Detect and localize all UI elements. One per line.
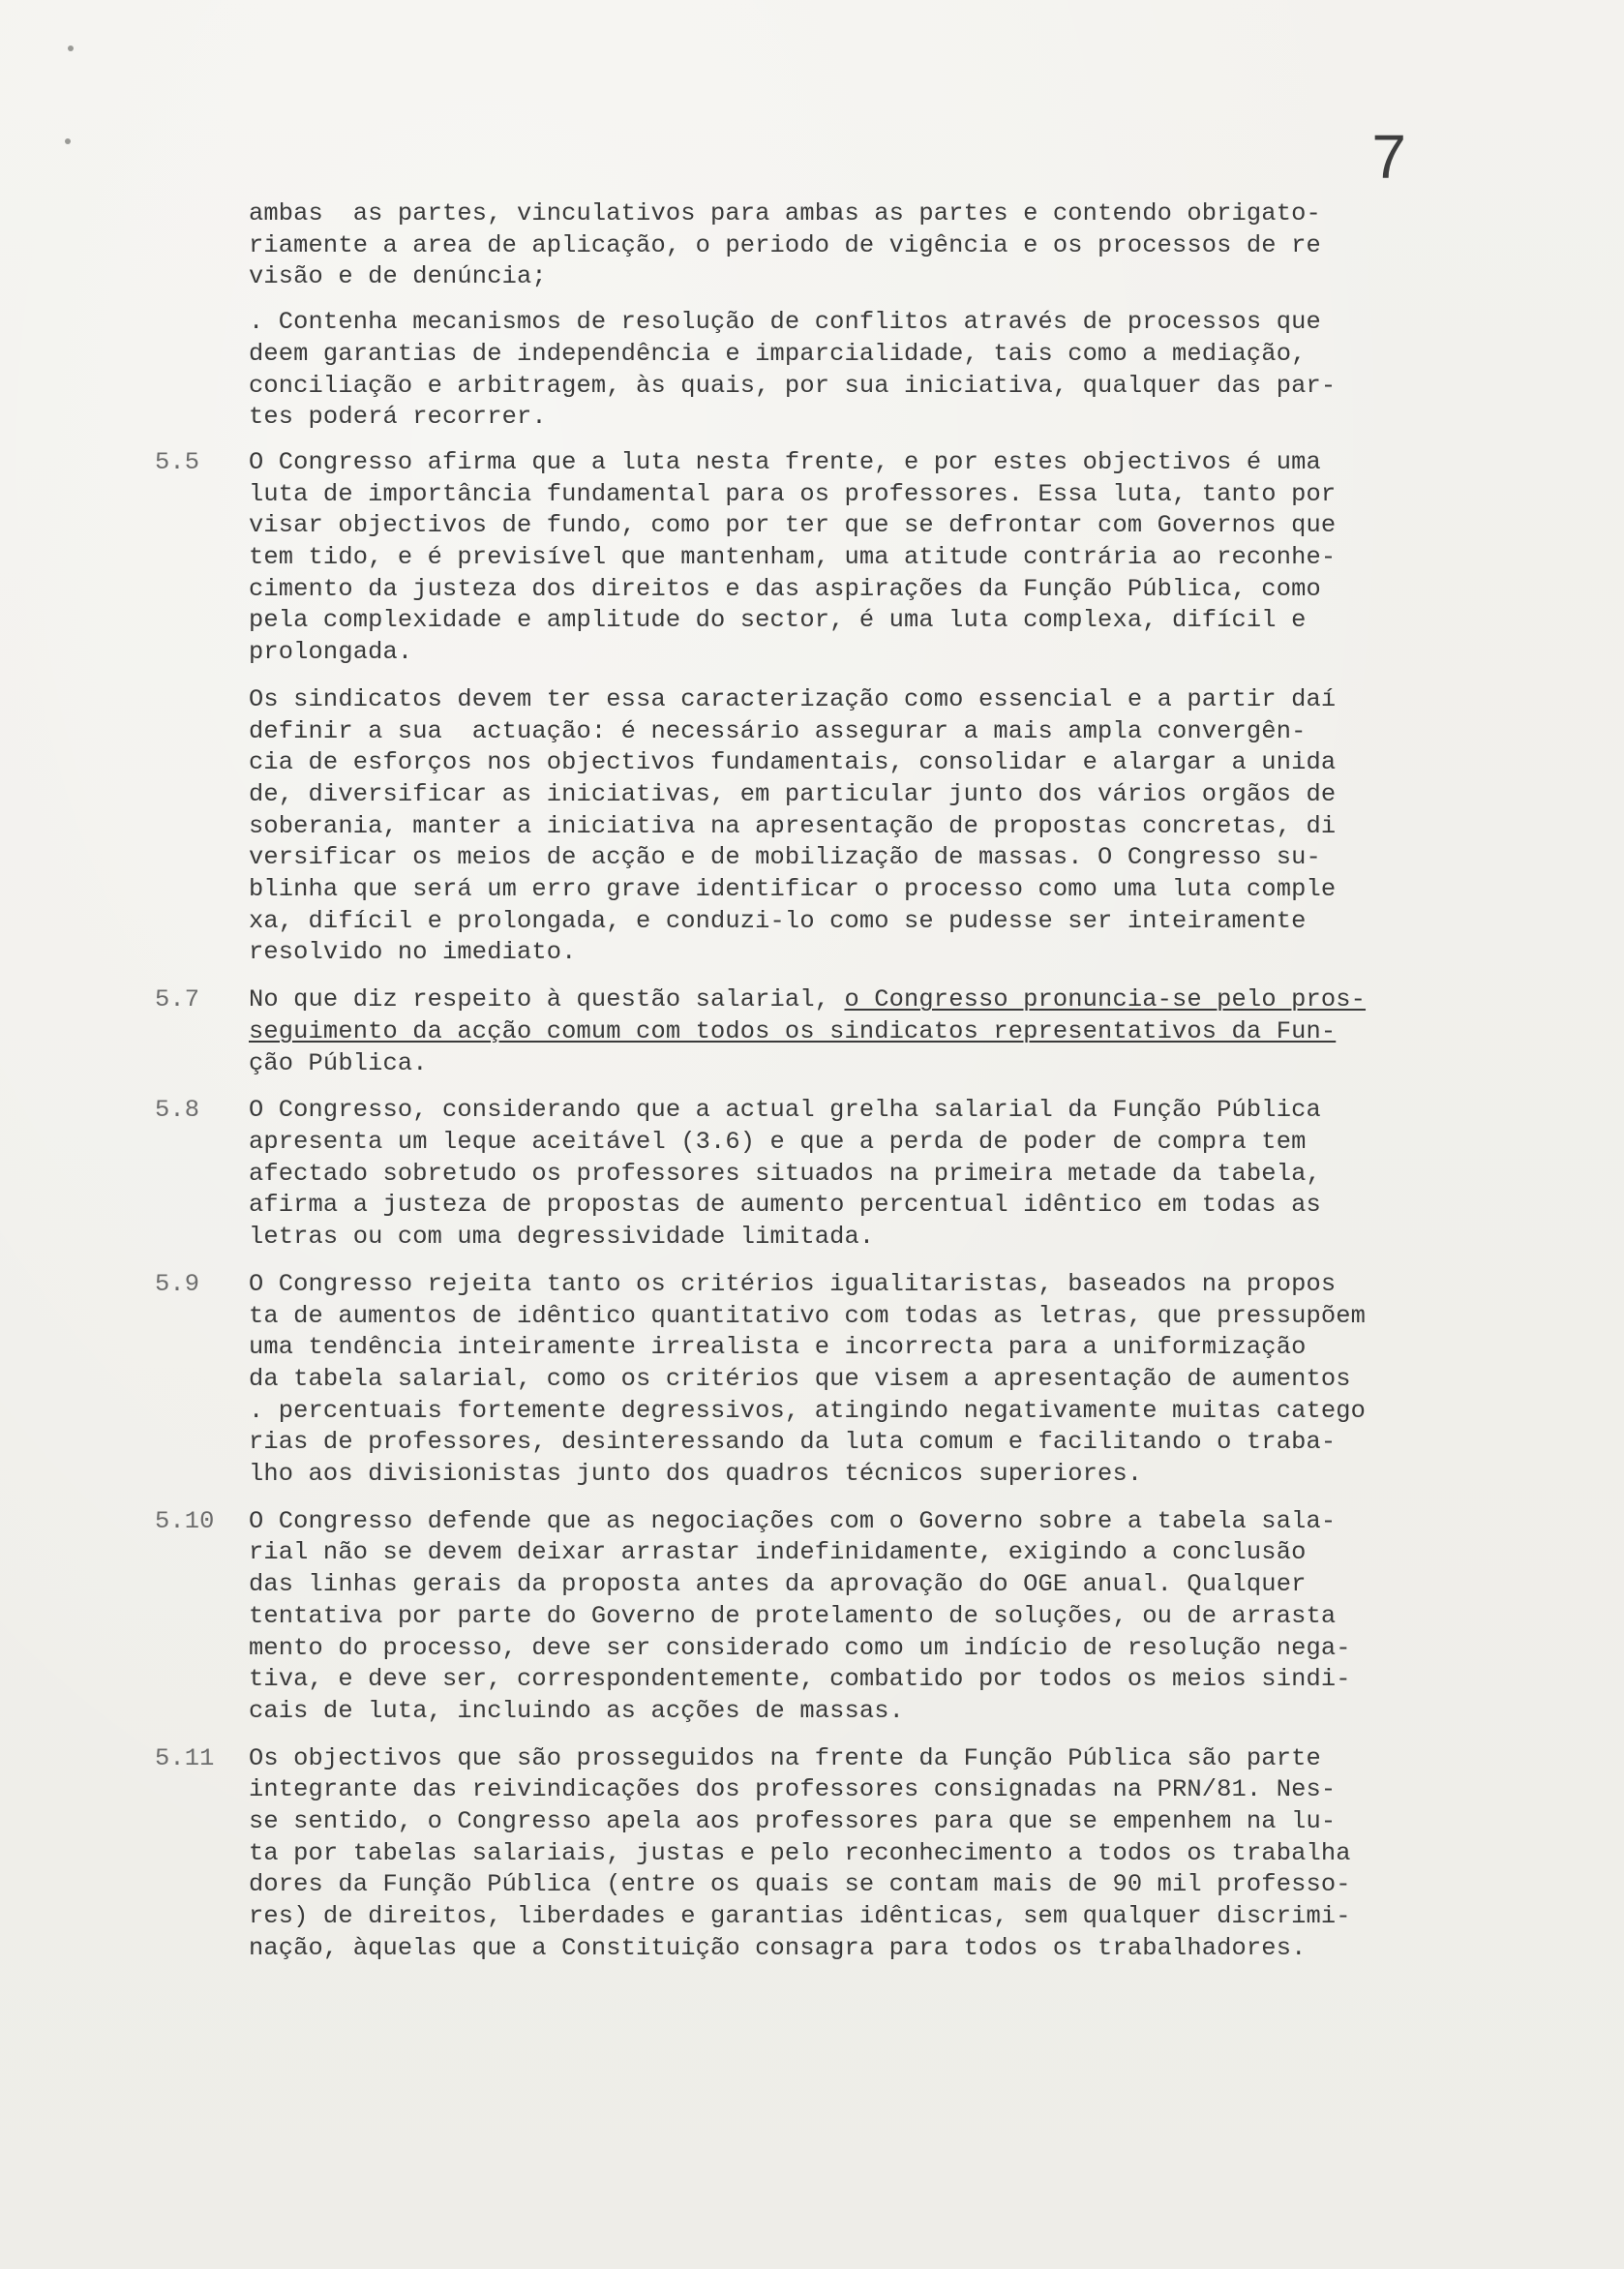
paragraph-5-8 <box>155 1095 1457 1254</box>
text-line: rial não se devem deixar arrastar indefinidamente, exigindo a conclusão <box>249 1538 1307 1567</box>
text-line: cia de esforços nos objectivos fundamentais, consolidar e alargar a unida <box>249 748 1337 777</box>
text-line: nação, àquelas que a Constituição consagra para todos os trabalhadores. <box>249 1933 1307 1962</box>
paragraph-number: 5.11 <box>155 1743 215 1772</box>
text-line: afectado sobretudo os professores situados na primeira metade da tabela, <box>249 1159 1321 1188</box>
document-body <box>155 198 1457 1981</box>
text-line: . Contenha mecanismos de resolução de conflitos através de processos que <box>249 308 1321 337</box>
text-line: soberania, manter a iniciativa na apresentação de propostas concretas, di <box>249 811 1337 840</box>
text-line: tentativa por parte do Governo de protelamento de soluções, ou de arrasta <box>249 1601 1337 1630</box>
text-line: se sentido, o Congresso apela aos professores para que se empenhem na lu- <box>249 1807 1337 1836</box>
text-line: riamente a area de aplicação, o periodo de vigência e os processos de re <box>249 230 1321 259</box>
text-line: O Congresso defende que as negociações com o Governo sobre a tabela sala- <box>249 1506 1337 1535</box>
text-line: . percentuais fortemente degressivos, atingindo negativamente muitas catego <box>249 1396 1367 1425</box>
text-line: O Congresso rejeita tanto os critérios igualitaristas, baseados na propos <box>249 1269 1337 1298</box>
text-line: visão e de denúncia; <box>249 262 547 291</box>
text-line: mento do processo, deve ser considerado como um indício de resolução nega- <box>249 1633 1351 1662</box>
paragraph-number: 5.7 <box>155 985 200 1014</box>
text-line: O Congresso, considerando que a actual grelha salarial da Função Pública <box>249 1096 1321 1125</box>
text-line: conciliação e arbitragem, às quais, por sua iniciativa, qualquer das par- <box>249 371 1337 400</box>
text-line: visar objectivos de fundo, como por ter que se defrontar com Governos que <box>249 511 1337 540</box>
text-line: das linhas gerais da proposta antes da aprovação do OGE anual. Qualquer <box>249 1570 1307 1599</box>
paragraph-5-11 <box>155 1743 1457 1965</box>
text-line: tem tido, e é previsível que mantenham, uma atitude contrária ao reconhe- <box>249 543 1337 572</box>
paragraph-bullet <box>155 307 1457 434</box>
paragraph-5-7 <box>155 984 1457 1079</box>
text-line <box>249 984 1457 1016</box>
text-line: ção Pública. <box>249 1048 428 1077</box>
text-line: versificar os meios de acção e de mobilização de massas. O Congresso su- <box>249 843 1321 872</box>
text-line: dores da Função Pública (entre os quais se contam mais de 90 mil professo- <box>249 1870 1351 1899</box>
paragraph-continuation <box>155 198 1457 293</box>
text-line: ambas as partes, vinculativos para ambas as partes e contendo obrigato- <box>249 199 1321 227</box>
text-line: ta por tabelas salariais, justas e pelo reconhecimento a todos os trabalha <box>249 1838 1351 1867</box>
text-line: integrante das reivindicações dos professores consignadas na PRN/81. Nes- <box>249 1775 1337 1804</box>
text-line: ta de aumentos de idêntico quantitativo com todas as letras, que pressupõem <box>249 1301 1367 1330</box>
text-line: tiva, e deve ser, correspondentemente, combatido por todos os meios sindi- <box>249 1665 1351 1694</box>
page-number: 7 <box>1371 122 1406 192</box>
text-line: luta de importância fundamental para os professores. Essa luta, tanto por <box>249 479 1337 508</box>
text-line: da tabela salarial, como os critérios que visem a apresentação de aumentos <box>249 1364 1351 1393</box>
text-line: letras ou com uma degressividade limitada. <box>249 1223 875 1252</box>
text-line: afirma a justeza de propostas de aumento percentual idêntico em todas as <box>249 1191 1321 1220</box>
text-line: de, diversificar as iniciativas, em particular junto dos vários orgãos de <box>249 779 1337 808</box>
text-line: cais de luta, incluindo as acções de massas. <box>249 1696 905 1725</box>
paragraph-number: 5.5 <box>155 447 200 476</box>
text-line: cimento da justeza dos direitos e das aspirações da Função Pública, como <box>249 574 1321 603</box>
text-line: uma tendência inteiramente irrealista e incorrecta para a uniformização <box>249 1333 1307 1362</box>
paragraph-sindicatos <box>155 684 1457 969</box>
paragraph-number: 5.10 <box>155 1506 215 1535</box>
text-line: definir a sua actuação: é necessário assegurar a mais ampla convergên- <box>249 716 1307 745</box>
paragraph-5-5 <box>155 447 1457 669</box>
underlined-text-line: seguimento da acção comum com todos os sindicatos representativos da Fun- <box>249 1016 1337 1045</box>
paragraph-5-9 <box>155 1269 1457 1491</box>
text-line: deem garantias de independência e imparcialidade, tais como a mediação, <box>249 339 1307 368</box>
scan-speck <box>65 138 71 144</box>
text-line: prolongada. <box>249 638 413 667</box>
scan-speck <box>68 45 74 51</box>
text-line: rias de professores, desinteressando da luta comum e facilitando o traba- <box>249 1428 1337 1457</box>
text-line: resolvido no imediato. <box>249 938 577 967</box>
text-line: Os sindicatos devem ter essa caracterização como essencial e a partir daí <box>249 684 1337 713</box>
text-line: Os objectivos que são prosseguidos na frente da Função Pública são parte <box>249 1743 1321 1772</box>
text-line: apresenta um leque aceitável (3.6) e que a perda de poder de compra tem <box>249 1127 1307 1156</box>
text-line: tes poderá recorrer. <box>249 403 547 432</box>
text-line: lho aos divisionistas junto dos quadros técnicos superiores. <box>249 1460 1143 1489</box>
underlined-text: o Congresso pronuncia-se pelo pros- <box>844 985 1367 1014</box>
paragraph-5-10 <box>155 1506 1457 1728</box>
text-line: xa, difícil e prolongada, e conduzi-lo como se pudesse ser inteiramente <box>249 906 1307 935</box>
text-line: pela complexidade e amplitude do sector, é uma luta complexa, difícil e <box>249 606 1307 635</box>
paragraph-number: 5.9 <box>155 1269 200 1298</box>
paragraph-number: 5.8 <box>155 1096 200 1125</box>
text-line: O Congresso afirma que a luta nesta frente, e por estes objectivos é uma <box>249 447 1321 476</box>
text-line: blinha que será um erro grave identificar o processo como uma luta comple <box>249 875 1337 904</box>
text-segment: No que diz respeito à questão salarial, <box>249 985 845 1014</box>
text-line: res) de direitos, liberdades e garantias idênticas, sem qualquer discrimi- <box>249 1902 1351 1931</box>
